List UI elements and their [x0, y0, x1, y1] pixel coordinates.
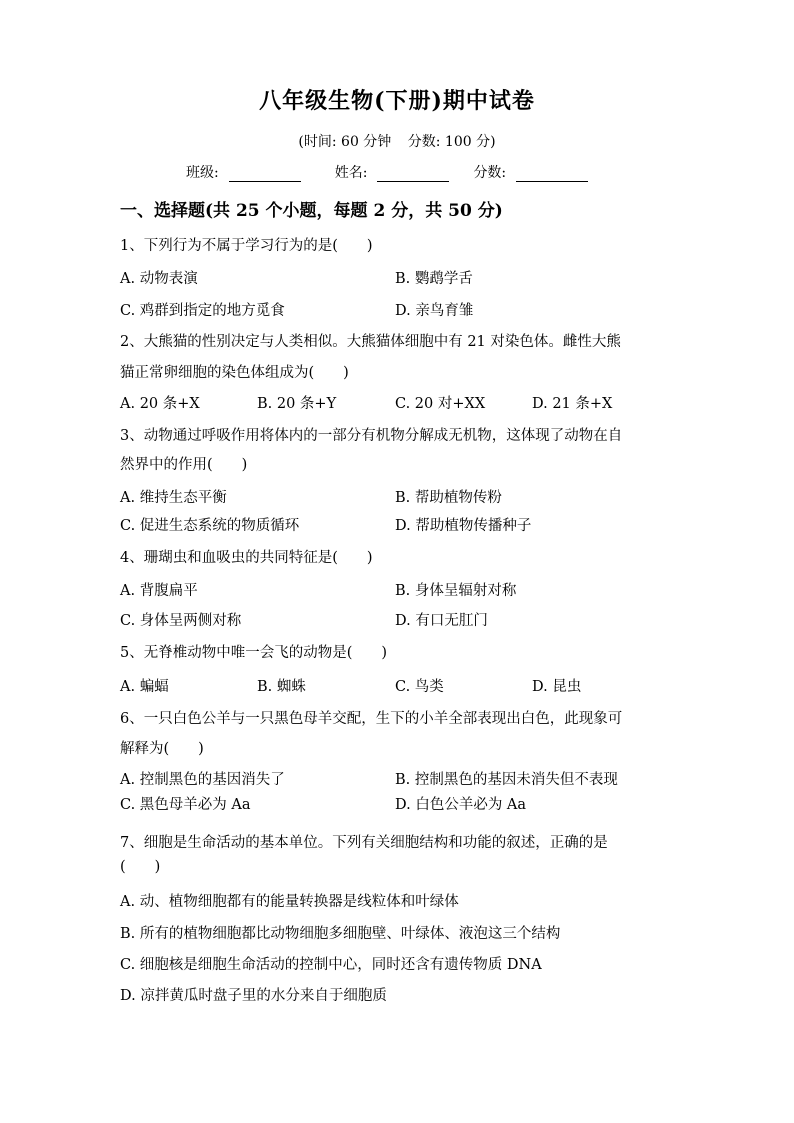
question-2-option-d[interactable]: D. 21 条+X	[532, 396, 613, 412]
class-blank[interactable]	[229, 165, 301, 182]
exam-meta	[0, 131, 794, 151]
question-7-stem-line2: ( )	[120, 859, 161, 875]
question-7-option-a[interactable]: A. 动、植物细胞都有的能量转换器是线粒体和叶绿体	[120, 894, 459, 910]
question-1-stem: 1、下列行为不属于学习行为的是( )	[120, 238, 373, 254]
question-3-option-b[interactable]: B. 帮助植物传粉	[395, 490, 502, 506]
name-field[interactable]	[335, 162, 450, 182]
question-7-stem-line1: 7、细胞是生命活动的基本单位。下列有关细胞结构和功能的叙述，正确的是	[120, 835, 608, 851]
question-4-stem: 4、珊瑚虫和血吸虫的共同特征是( )	[120, 550, 373, 566]
class-label: 班级:	[186, 165, 219, 181]
question-7-option-b[interactable]: B. 所有的植物细胞都比动物细胞多细胞壁、叶绿体、液泡这三个结构	[120, 926, 561, 942]
question-6-option-c[interactable]: C. 黑色母羊必为 Aa	[120, 797, 251, 813]
question-2-option-a[interactable]: A. 20 条+X	[120, 396, 200, 412]
question-5-option-d[interactable]: D. 昆虫	[532, 679, 582, 695]
question-1-option-b[interactable]: B. 鹦鹉学舌	[395, 271, 473, 287]
question-6-stem-line1: 6、一只白色公羊与一只黑色母羊交配，生下的小羊全部表现出白色，此现象可	[120, 711, 623, 727]
question-3-stem-line2: 然界中的作用( )	[120, 457, 248, 473]
question-3-option-c[interactable]: C. 促进生态系统的物质循环	[120, 518, 300, 534]
class-field[interactable]	[186, 162, 301, 182]
time-info: (时间: 60 分钟	[298, 134, 392, 150]
question-1-option-c[interactable]: C. 鸡群到指定的地方觅食	[120, 303, 285, 319]
question-4-option-c[interactable]: C. 身体呈两侧对称	[120, 613, 242, 629]
section-heading: 一、选择题(共 25 个小题，每题 2 分，共 50 分)	[120, 201, 503, 221]
question-2-option-c[interactable]: C. 20 对+XX	[395, 396, 486, 412]
question-5-option-c[interactable]: C. 鸟类	[395, 679, 444, 695]
question-2-option-b[interactable]: B. 20 条+Y	[257, 396, 337, 412]
page-title: 八年级生物(下册)期中试卷	[259, 88, 535, 114]
score-field[interactable]	[473, 162, 588, 182]
question-5-option-a[interactable]: A. 蝙蝠	[120, 679, 169, 695]
student-info	[186, 162, 588, 182]
question-5-option-b[interactable]: B. 蜘蛛	[257, 679, 306, 695]
question-3-option-a[interactable]: A. 维持生态平衡	[120, 490, 227, 506]
question-3-option-d[interactable]: D. 帮助植物传播种子	[395, 518, 532, 534]
question-6-stem-line2: 解释为( )	[120, 741, 204, 757]
question-4-option-b[interactable]: B. 身体呈辐射对称	[395, 583, 517, 599]
score-info: 分数: 100 分)	[407, 134, 496, 150]
name-blank[interactable]	[377, 165, 449, 182]
score-blank[interactable]	[516, 165, 588, 182]
question-6-option-d[interactable]: D. 白色公羊必为 Aa	[395, 797, 527, 813]
question-3-stem-line1: 3、动物通过呼吸作用将体内的一部分有机物分解成无机物，这体现了动物在自	[120, 428, 623, 444]
question-6-option-a[interactable]: A. 控制黑色的基因消失了	[120, 772, 285, 788]
question-4-option-d[interactable]: D. 有口无肛门	[395, 613, 488, 629]
question-4-option-a[interactable]: A. 背腹扁平	[120, 583, 198, 599]
question-7-option-c[interactable]: C. 细胞核是细胞生命活动的控制中心，同时还含有遗传物质 DNA	[120, 957, 542, 973]
question-5-stem: 5、无脊椎动物中唯一会飞的动物是( )	[120, 645, 388, 661]
question-7-option-d[interactable]: D. 凉拌黄瓜时盘子里的水分来自于细胞质	[120, 988, 387, 1004]
question-2-stem-line1: 2、大熊猫的性别决定与人类相似。大熊猫体细胞中有 21 对染色体。雌性大熊	[120, 334, 621, 350]
score-label: 分数:	[473, 165, 507, 181]
name-label: 姓名:	[334, 165, 368, 181]
question-1-option-d[interactable]: D. 亲鸟育雏	[395, 303, 474, 319]
question-2-stem-line2: 猫正常卵细胞的染色体组成为( )	[120, 365, 349, 381]
question-1-option-a[interactable]: A. 动物表演	[120, 271, 198, 287]
question-6-option-b[interactable]: B. 控制黑色的基因未消失但不表现	[395, 772, 618, 788]
